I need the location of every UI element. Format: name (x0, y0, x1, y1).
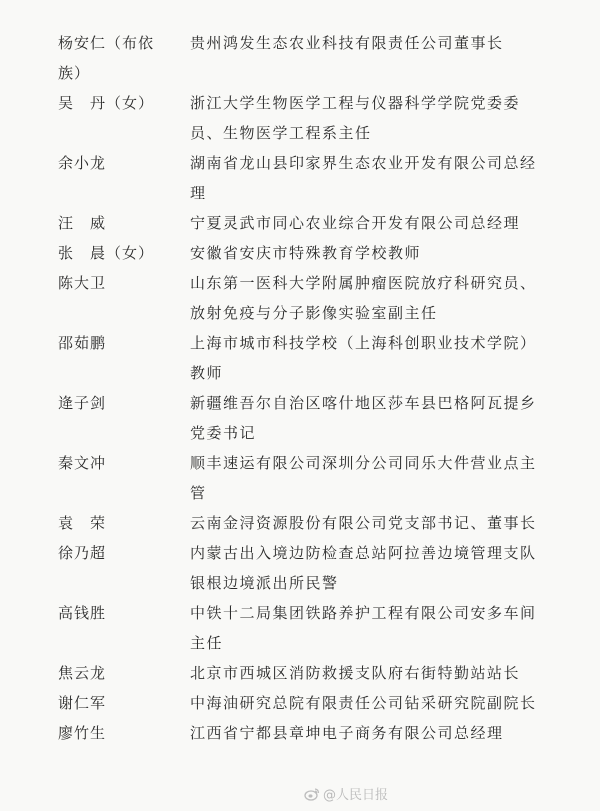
honoree-title: 贵州鸿发生态农业科技有限责任公司董事长 (190, 34, 504, 52)
honoree-title: 中铁十二局集团铁路养护工程有限公司安多车间主任 (190, 604, 537, 652)
honoree-name: 陈大卫 (58, 274, 107, 292)
honoree-name: 廖竹生 (58, 724, 107, 742)
honoree-name: 袁 荣 (58, 514, 107, 532)
weibo-icon (304, 787, 320, 801)
honoree-title: 安徽省安庆市特殊教育学校教师 (190, 244, 422, 262)
honoree-name: 汪 威 (58, 214, 107, 232)
honoree-name: 逄子剑 (58, 394, 107, 412)
honoree-title: 北京市西城区消防救援支队府右街特勤站站长 (190, 664, 521, 682)
honoree-name: 吴 丹（女） (58, 94, 155, 112)
honoree-title: 宁夏灵武市同心农业综合开发有限公司总经理 (190, 214, 521, 232)
honoree-row (0, 718, 600, 748)
honoree-row (0, 658, 600, 688)
honoree-name: 张 晨（女） (58, 244, 155, 262)
honoree-row (0, 238, 600, 268)
honoree-name: 徐乃超 (58, 544, 107, 562)
honoree-list (0, 28, 600, 748)
honoree-row (0, 448, 600, 508)
honoree-name: 高钱胜 (58, 604, 107, 622)
honoree-row (0, 208, 600, 238)
honoree-title: 湖南省龙山县印家界生态农业开发有限公司总经理 (190, 154, 537, 202)
watermark-text: @人民日报 (322, 788, 388, 803)
watermark (304, 784, 388, 803)
honoree-name: 余小龙 (58, 154, 107, 172)
honoree-name: 秦文冲 (58, 454, 107, 472)
honoree-name: 谢仁军 (58, 694, 107, 712)
honoree-row (0, 688, 600, 718)
honoree-row (0, 28, 600, 88)
honoree-row (0, 508, 600, 538)
honoree-title: 中海油研究总院有限责任公司钻采研究院副院长 (190, 694, 537, 712)
honoree-title: 顺丰速运有限公司深圳分公司同乐大件营业点主管 (190, 454, 537, 502)
honoree-row (0, 538, 600, 598)
honoree-row (0, 388, 600, 448)
honoree-row (0, 268, 600, 328)
honoree-row (0, 88, 600, 148)
honoree-title: 上海市城市科技学校（上海科创职业技术学院）教师 (190, 334, 537, 382)
honoree-title: 山东第一医科大学附属肿瘤医院放疗科研究员、放射免疫与分子影像实验室副主任 (190, 274, 537, 322)
honoree-title: 江西省宁都县章坤电子商务有限公司总经理 (190, 724, 504, 742)
honoree-title: 内蒙古出入境边防检查总站阿拉善边境管理支队银根边境派出所民警 (190, 544, 537, 592)
honoree-title: 新疆维吾尔自治区喀什地区莎车县巴格阿瓦提乡党委书记 (190, 394, 537, 442)
honoree-name: 杨安仁（布依族） (58, 34, 155, 82)
honoree-name: 焦云龙 (58, 664, 107, 682)
honoree-row (0, 598, 600, 658)
honoree-row (0, 328, 600, 388)
honoree-title: 云南金浔资源股份有限公司党支部书记、董事长 (190, 514, 537, 532)
honoree-row (0, 148, 600, 208)
honoree-name: 邵茹鹏 (58, 334, 107, 352)
honoree-title: 浙江大学生物医学工程与仪器科学学院党委委员、生物医学工程系主任 (190, 94, 521, 142)
